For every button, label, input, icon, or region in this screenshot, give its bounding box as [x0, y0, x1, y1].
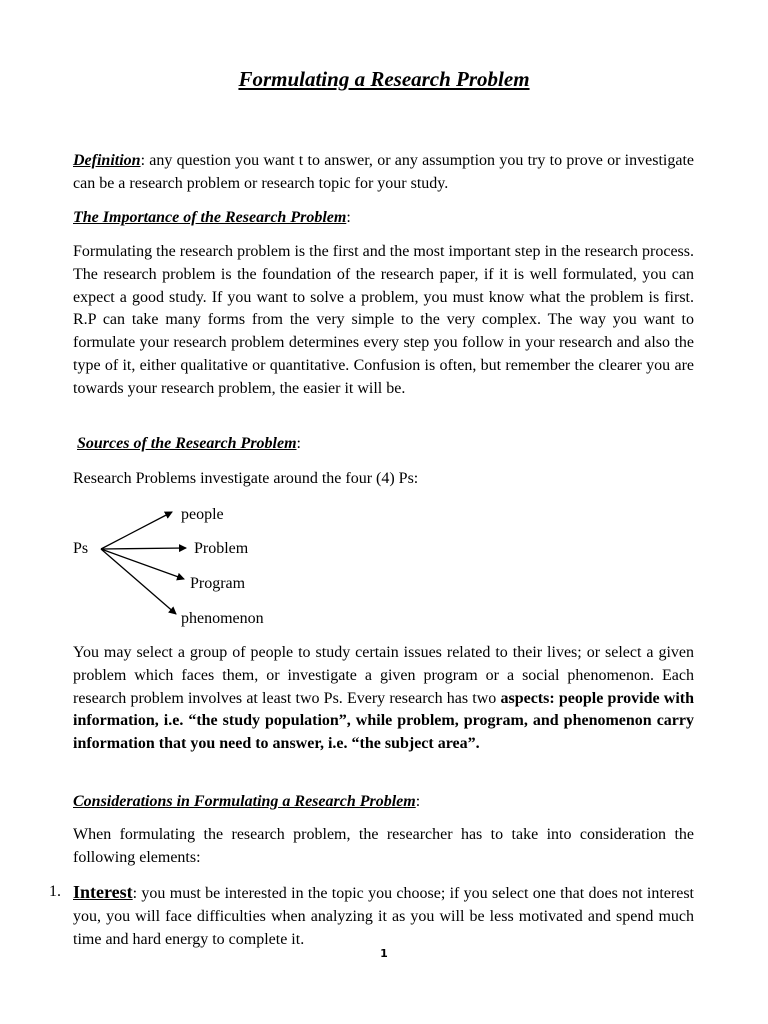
definition-text: : any question you want t to answer, or any assumption you try to prove or investigate can be a research problem or research topic for your study.	[73, 152, 694, 192]
diagram-branch-people: people	[181, 506, 224, 523]
diagram-branch-problem: Problem	[194, 540, 249, 557]
list-item-number: 1.	[49, 883, 61, 900]
page-title: Formulating a Research Problem	[238, 67, 530, 91]
diagram-branch-program: Program	[190, 575, 246, 592]
sources-intro: Research Problems investigate around the four (4) Ps:	[73, 470, 419, 487]
diagram-root-ps: Ps	[73, 540, 89, 557]
sources-paragraph	[73, 642, 694, 756]
arrow-to-program	[101, 549, 184, 579]
sources-paragraph-plain: You may select a group of people to study certain issues related to their lives; or select a given problem which faces them, or investigate a given program or a social phenomenon. Each research problem involves at least two Ps. Every research has two	[73, 644, 694, 707]
arrow-to-people	[101, 512, 172, 549]
arrow-to-problem	[101, 548, 186, 549]
diagram-branch-phenomenon: phenomenon	[181, 610, 264, 627]
sources-paragraph-bold: aspects: people provide with information, i.e. “the study population”, while problem, program, and phenomenon carry information that you need to answer, i.e. “the subject area”.	[73, 689, 695, 753]
arrow-to-phenomenon	[101, 549, 176, 614]
importance-heading-text: The Importance of the Research Problem	[73, 209, 347, 226]
interest-text: : you must be interested in the topic you choose; if you select one that does not interest you, you will face difficulties when analyzing it as you will be less motivated and spend much time and hard energy to complete it.	[73, 885, 694, 948]
definition-term: Definition	[73, 152, 141, 169]
considerations-heading-text: Considerations in Formulating a Research Problem	[73, 793, 416, 810]
importance-paragraph: Formulating the research problem is the first and the most important step in the research process. The research problem is the foundation of the research paper, if it is well formulated, you can expect a good study. If you want to solve a problem, you must know what the problem is first. R.P can take many forms from the very simple to the very complex. The way you want to formulate your research problem determines every step you follow in your research and also the type of it, either qualitative or quantitative. Confusion is often, but remember the clearer you are towards your research problem, the easier it will be.	[73, 243, 694, 397]
page-number: 1	[380, 947, 388, 960]
considerations-heading	[73, 791, 420, 813]
sources-heading-text: Sources of the Research Problem	[77, 435, 297, 452]
list-item-interest	[73, 881, 694, 951]
considerations-intro: When formulating the research problem, the researcher has to take into consideration the following elements:	[73, 826, 694, 866]
importance-heading-colon: :	[346, 209, 351, 226]
sources-heading-colon: :	[296, 435, 301, 452]
interest-term: Interest	[73, 882, 133, 902]
considerations-heading-colon: :	[415, 793, 421, 810]
